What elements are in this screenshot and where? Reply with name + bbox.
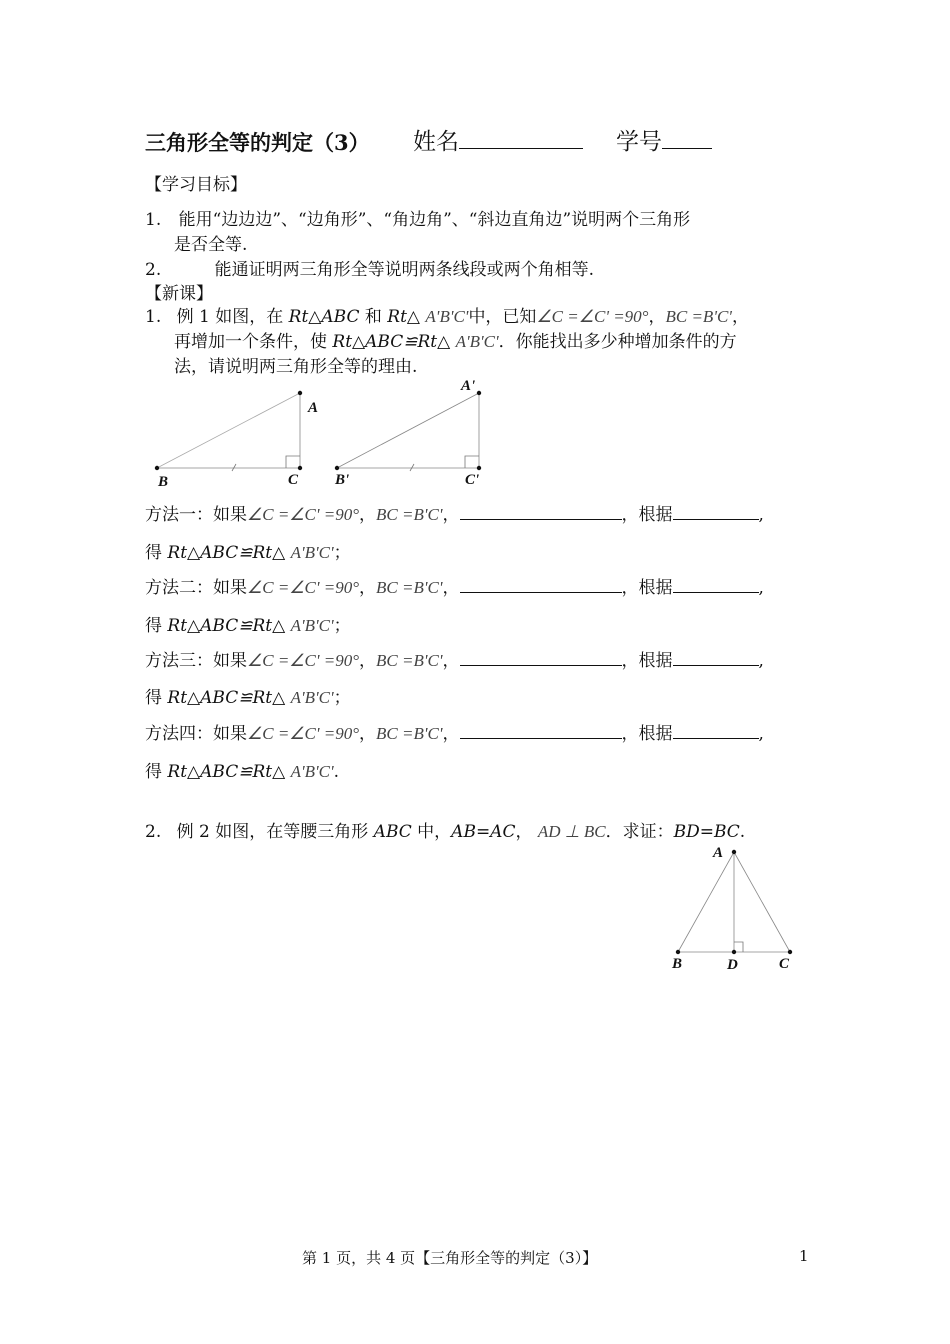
tick-mark-bc (232, 464, 236, 471)
method-3-basis-label: ，根据 (621, 651, 673, 671)
segment-ab (678, 852, 734, 952)
angle-condition: ∠C =∠C' =90° (247, 651, 360, 670)
and-text: 和 (359, 307, 388, 327)
side-condition: BC =B'C' (376, 578, 443, 597)
segment-ab (157, 393, 300, 468)
method-4-label: 方法四：如果 (145, 724, 247, 744)
triangle-a1b1c1: A'B'C' (290, 688, 334, 707)
period: . (739, 822, 746, 842)
method-2-result-prefix: 得 (145, 616, 168, 636)
method-2-basis-blank (673, 578, 759, 593)
label-b1: B' (335, 472, 350, 488)
method-3-condition-blank (460, 651, 622, 666)
goal-item-1-line1: 能用“边边边”、“边角形”、“角边角”、“斜边直角边”说明两个三角形 (178, 210, 691, 230)
side-condition: BC =B'C' (376, 724, 443, 743)
label-b: B (672, 956, 683, 972)
comma: ， (442, 505, 460, 525)
angle-condition: ∠C =∠C' =90° (536, 307, 649, 326)
prove-label: ．求证： (605, 822, 674, 842)
rt-abc: Rt△ABC (288, 307, 360, 327)
label-c1: C' (465, 472, 480, 488)
point-b1 (335, 466, 339, 470)
comma: ， (359, 724, 377, 744)
example-2-intro: 例 2 如图，在等腰三角形 (176, 822, 374, 842)
example-1-intro: 例 1 如图，在 (176, 307, 289, 327)
example-1-add-condition: 再增加一个条件，使 (174, 332, 333, 352)
method-4-condition: 方法四：如果∠C =∠C' =90°，BC =B'C'， ，根据 , (145, 724, 764, 744)
method-2-basis-label: ，根据 (621, 578, 673, 598)
lesson-heading: 【新课】 (145, 284, 213, 304)
example-1-line-3: 法，请说明两三角形全等的理由. (174, 357, 418, 377)
goal-item-2-text: 能通证明两三角形全等说明两条线段或两个角相等. (214, 260, 595, 280)
method-4-basis-blank (673, 724, 759, 739)
congruence-statement: Rt△ABC≌Rt△ (167, 616, 286, 636)
method-3-condition: 方法三：如果∠C =∠C' =90°，BC =B'C'， ，根据 , (145, 651, 764, 671)
method-1-condition: 方法一：如果∠C =∠C' =90°，BC =B'C'， ，根据 , (145, 505, 764, 525)
comma: ， (515, 822, 533, 842)
goal-item-1-line2: 是否全等. (174, 235, 248, 255)
method-1-end: ； (333, 543, 351, 563)
method-3-result (145, 683, 351, 708)
segment-a1b1 (337, 393, 479, 468)
triangle-a1b1c1: A'B'C' (290, 762, 334, 781)
triangle-a1b1c1: A'B'C' (290, 543, 334, 562)
example-2-in: 中， (411, 822, 452, 842)
method-1-condition-blank (460, 505, 622, 520)
point-c1 (477, 466, 481, 470)
point-a (732, 850, 736, 854)
point-d (732, 950, 736, 954)
comma: ， (359, 505, 377, 525)
goal-item-2-number: 2. (145, 260, 162, 280)
method-2-condition-blank (460, 578, 622, 593)
triangle-a1b1c1: A'B'C' (425, 307, 469, 326)
goal-item-1 (145, 205, 690, 230)
right-angle-mark-c (286, 456, 300, 468)
example-2-number: 2. (145, 822, 162, 842)
label-a1: A' (461, 378, 476, 394)
congruence-statement: Rt△ABC≌Rt△ (332, 332, 451, 352)
name-field (413, 123, 583, 156)
figure-isosceles-triangle (665, 838, 805, 978)
example-1-line-2 (174, 327, 737, 352)
triangle-a1b1c1: A'B'C' (290, 616, 334, 635)
id-label: 学号 (616, 129, 662, 155)
comma: ， (359, 651, 377, 671)
side-condition: BC =B'C' (665, 307, 732, 326)
method-4-condition-blank (460, 724, 622, 739)
method-3-label: 方法三：如果 (145, 651, 247, 671)
method-3-basis-blank (673, 651, 759, 666)
page-footer: 第 1 页，共 4 页【三角形全等的判定（3）】 (302, 1249, 598, 1267)
method-4-basis-label: ，根据 (621, 724, 673, 744)
name-label: 姓名 (413, 129, 459, 155)
angle-condition: ∠C =∠C' =90° (247, 578, 360, 597)
equal-sides: AB=AC (451, 822, 516, 842)
point-b (676, 950, 680, 954)
angle-condition: ∠C =∠C' =90° (247, 724, 360, 743)
method-1-result (145, 538, 351, 563)
method-1-result-prefix: 得 (145, 543, 168, 563)
label-b: B (158, 474, 169, 490)
angle-condition: ∠C =∠C' =90° (247, 505, 360, 524)
triangle-abc: ABC (373, 822, 412, 842)
congruence-statement: Rt△ABC≌Rt△ (167, 688, 286, 708)
tick-mark-b1c1 (410, 464, 414, 471)
method-3-result-prefix: 得 (145, 688, 168, 708)
point-a1 (477, 391, 481, 395)
method-4-result-prefix: 得 (145, 762, 168, 782)
id-blank (662, 126, 712, 149)
method-1-label: 方法一：如果 (145, 505, 247, 525)
perpendicular-condition: AD ⊥ BC (537, 822, 606, 841)
comma: ， (442, 578, 460, 598)
triangle-a1b1c1: A'B'C' (455, 332, 499, 351)
rt-symbol: Rt△ (387, 307, 421, 327)
name-blank (459, 126, 583, 149)
label-c: C (779, 956, 790, 972)
side-condition: BC =B'C' (376, 651, 443, 670)
goal-item-2 (145, 255, 594, 280)
right-angle-mark-c1 (465, 456, 479, 468)
method-4-result (145, 757, 339, 782)
example-2 (145, 817, 745, 842)
label-a: A (308, 400, 319, 416)
comma: ， (359, 578, 377, 598)
worksheet-title: 三角形全等的判定（3） (145, 130, 370, 155)
method-1-basis-blank (673, 505, 759, 520)
goals-heading: 【学习目标】 (145, 175, 247, 195)
side-condition: BC =B'C' (376, 505, 443, 524)
label-a: A (713, 845, 724, 861)
segment-ac (734, 852, 790, 952)
point-c (788, 950, 792, 954)
given-text: 中，已知 (468, 307, 537, 327)
label-c: C (288, 472, 299, 488)
congruence-statement: Rt△ABC≌Rt△ (167, 762, 286, 782)
method-3-end: ； (333, 688, 351, 708)
point-b (155, 466, 159, 470)
method-2-label: 方法二：如果 (145, 578, 247, 598)
method-2-result (145, 611, 351, 636)
example-1-line-1 (145, 302, 749, 327)
page-number: 1 (799, 1247, 809, 1265)
example-1-number: 1. (145, 307, 162, 327)
comma: ， (442, 651, 460, 671)
method-1-basis-label: ，根据 (621, 505, 673, 525)
label-d: D (727, 957, 738, 973)
congruence-statement: Rt△ABC≌Rt△ (167, 543, 286, 563)
comma: ， (442, 724, 460, 744)
figure-right-triangles (140, 372, 500, 492)
id-field (616, 123, 712, 156)
example-1-question: ．你能找出多少种增加条件的方 (498, 332, 737, 352)
line-end: ， (731, 307, 749, 327)
method-2-condition: 方法二：如果∠C =∠C' =90°，BC =B'C'， ，根据 , (145, 578, 764, 598)
goal-item-1-number: 1. (145, 210, 162, 230)
method-2-end: ； (333, 616, 351, 636)
point-a (298, 391, 302, 395)
comma: ， (648, 307, 666, 327)
prove-statement: BD=BC (673, 822, 740, 842)
method-4-end: . (333, 762, 339, 782)
point-c (298, 466, 302, 470)
